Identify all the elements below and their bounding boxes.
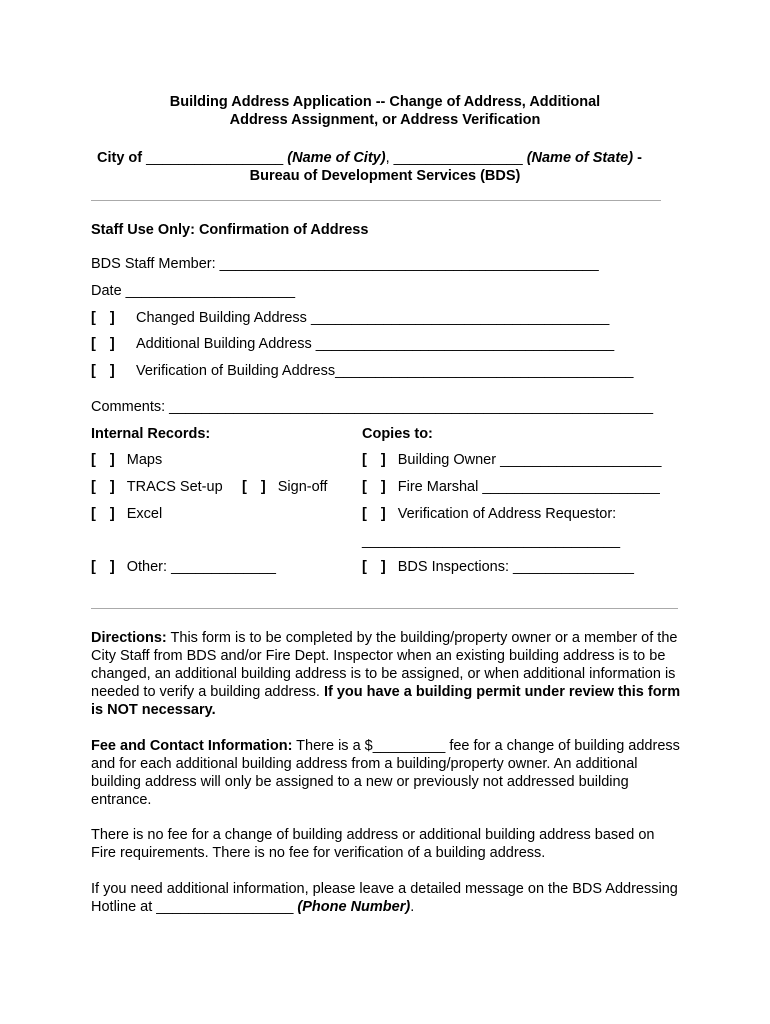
bracket-close: ] bbox=[109, 479, 115, 495]
changed-field[interactable]: _____________________________________ bbox=[310, 310, 610, 326]
fee-label: Fee and Contact Information: bbox=[91, 738, 293, 754]
inspections-field[interactable]: _______________ bbox=[513, 559, 634, 575]
bracket-open: [ bbox=[362, 559, 367, 575]
directions-bold-note: If you have a building permit under review this form is NOT necessary. bbox=[91, 684, 681, 718]
signoff-item[interactable] bbox=[242, 479, 327, 495]
bracket-open: [ bbox=[362, 506, 367, 522]
additional-field[interactable]: _____________________________________ bbox=[315, 336, 615, 352]
comments-row bbox=[91, 399, 653, 415]
bracket-close: ] bbox=[109, 506, 115, 522]
signoff-label: Sign-off bbox=[277, 479, 328, 495]
requestor-field[interactable]: ________________________________ bbox=[362, 533, 621, 549]
bracket-close: ] bbox=[109, 559, 115, 575]
owner-label: Building Owner bbox=[397, 452, 501, 468]
staff-use-heading: Staff Use Only: Confirmation of Address bbox=[91, 222, 369, 238]
bracket-open: [ bbox=[91, 506, 96, 522]
date-label: Date bbox=[91, 283, 126, 299]
bracket-open: [ bbox=[362, 479, 367, 495]
city-prefix: City of bbox=[97, 150, 147, 166]
owner-field[interactable]: ____________________ bbox=[500, 452, 662, 468]
comments-label: Comments: bbox=[91, 399, 170, 415]
fire-marshal-item[interactable] bbox=[362, 479, 660, 495]
city-name-field[interactable]: _________________ bbox=[146, 150, 284, 166]
bracket-close: ] bbox=[380, 452, 386, 468]
state-name-field[interactable]: ________________ bbox=[393, 150, 523, 166]
staff-member-field[interactable]: _______________________________________________ bbox=[219, 256, 599, 272]
verification-row bbox=[136, 363, 633, 379]
bracket-close: ] bbox=[380, 479, 386, 495]
internal-records-heading: Internal Records: bbox=[91, 426, 211, 442]
document-title-line-2: Address Assignment, or Address Verification bbox=[229, 112, 541, 128]
changed-checkbox[interactable] bbox=[91, 310, 115, 326]
directions-label: Directions: bbox=[91, 630, 167, 646]
directions-text: This form is to be completed by the building/property owner or a member of the City Staff from BDS and/or Fire Dept. Inspector when an existing building address is to be changed, an additional building address is to be assigned, or when additional information is needed to verify a building address. bbox=[91, 630, 678, 700]
other-item[interactable] bbox=[91, 559, 276, 575]
inspections-item[interactable] bbox=[362, 559, 634, 575]
bracket-open: [ bbox=[91, 336, 96, 352]
maps-label: Maps bbox=[126, 452, 163, 468]
contact-period: . bbox=[410, 899, 415, 915]
other-field[interactable]: _____________ bbox=[171, 559, 276, 575]
bracket-open: [ bbox=[91, 559, 96, 575]
staff-member-label: BDS Staff Member: bbox=[91, 256, 220, 272]
document-title-line-1: Building Address Application -- Change of Address, Additional bbox=[169, 94, 601, 110]
fire-marshal-label: Fire Marshal bbox=[397, 479, 483, 495]
staff-member-row bbox=[91, 256, 599, 272]
contact-text: If you need additional information, please leave a detailed message on the BDS Addressing Hotline at _________________ bbox=[91, 881, 678, 915]
excel-label: Excel bbox=[126, 506, 163, 522]
no-fee-text: There is no fee for a change of building address or additional building address based on Fire requirements. There is no fee for verification of a building address. bbox=[91, 827, 655, 861]
bracket-open: [ bbox=[91, 310, 96, 326]
fee-text: There is a $_________ fee for a change of building address and for each additional building address from a building/property owner. An additional building address will only be assigned to a new or previously not addressed building entrance. bbox=[91, 738, 680, 808]
bracket-close: ] bbox=[109, 310, 115, 326]
comma: , bbox=[385, 150, 394, 166]
copies-heading: Copies to: bbox=[362, 426, 433, 442]
city-state-line bbox=[97, 150, 642, 166]
date-row bbox=[91, 283, 295, 299]
date-field[interactable]: _____________________ bbox=[125, 283, 296, 299]
bracket-open: [ bbox=[91, 363, 96, 379]
bracket-close: ] bbox=[109, 363, 115, 379]
excel-item[interactable] bbox=[91, 506, 162, 522]
additional-checkbox[interactable] bbox=[91, 336, 115, 352]
divider-top bbox=[91, 200, 661, 201]
bracket-close: ] bbox=[260, 479, 266, 495]
verification-field[interactable]: _____________________________________ bbox=[335, 363, 634, 379]
tracs-label: TRACS Set-up bbox=[126, 479, 223, 495]
bracket-close: ] bbox=[380, 506, 386, 522]
requestor-item[interactable] bbox=[362, 506, 616, 522]
phone-number-label: (Phone Number) bbox=[297, 899, 411, 915]
tracs-item[interactable] bbox=[91, 479, 223, 495]
verification-label: Verification of Building Address bbox=[136, 363, 336, 379]
bureau-name: Bureau of Development Services (BDS) bbox=[249, 168, 521, 184]
bracket-open: [ bbox=[91, 452, 96, 468]
inspections-label: BDS Inspections: bbox=[397, 559, 513, 575]
additional-label: Additional Building Address bbox=[136, 336, 316, 352]
bracket-close: ] bbox=[109, 336, 115, 352]
bracket-open: [ bbox=[242, 479, 247, 495]
state-name-label: (Name of State) bbox=[526, 150, 634, 166]
fire-marshal-field[interactable]: ______________________ bbox=[482, 479, 660, 495]
bracket-open: [ bbox=[91, 479, 96, 495]
changed-label: Changed Building Address bbox=[136, 310, 311, 326]
fee-paragraph bbox=[91, 737, 681, 809]
city-name-label: (Name of City) bbox=[287, 150, 386, 166]
directions-paragraph bbox=[91, 629, 681, 719]
bracket-close: ] bbox=[380, 559, 386, 575]
bracket-open: [ bbox=[362, 452, 367, 468]
other-label: Other: bbox=[126, 559, 172, 575]
no-fee-paragraph bbox=[91, 826, 681, 862]
contact-paragraph bbox=[91, 880, 681, 916]
comments-field[interactable]: ____________________________________________________________ bbox=[169, 399, 654, 415]
requestor-label: Verification of Address Requestor: bbox=[397, 506, 617, 522]
dash: - bbox=[633, 150, 642, 166]
divider-middle bbox=[91, 608, 678, 609]
changed-row bbox=[136, 310, 609, 326]
maps-item[interactable] bbox=[91, 452, 162, 468]
verification-checkbox[interactable] bbox=[91, 363, 115, 379]
additional-row bbox=[136, 336, 614, 352]
bracket-close: ] bbox=[109, 452, 115, 468]
owner-item[interactable] bbox=[362, 452, 661, 468]
